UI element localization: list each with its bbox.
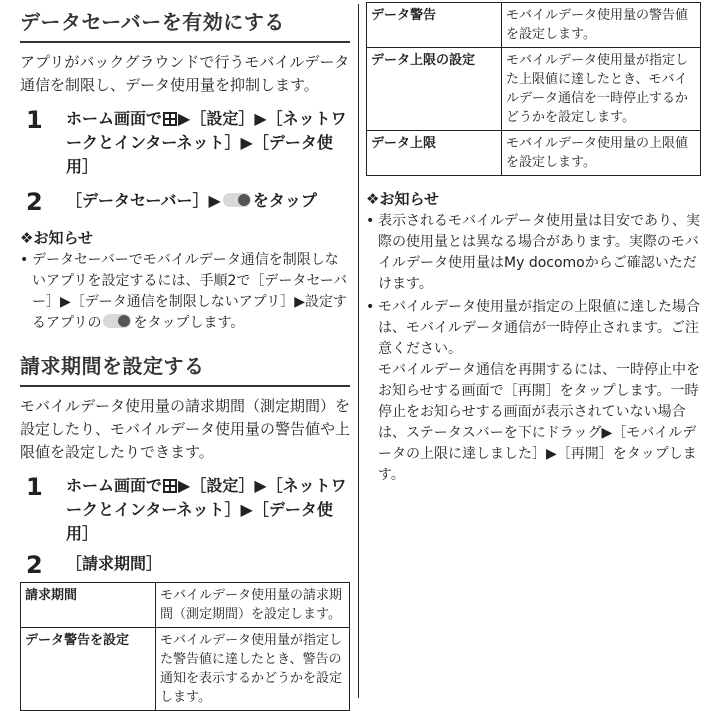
data-saver-step-2	[20, 189, 350, 215]
notice-heading: ❖お知らせ	[20, 229, 93, 247]
table-row	[21, 583, 350, 628]
option-value: モバイルデータ使用量が指定した上限値に達したとき、モバイルデータ通信を一時停止するかどうかを設定します。	[502, 48, 701, 131]
left-column	[20, 0, 350, 711]
step-text	[66, 107, 350, 179]
table-row	[367, 131, 701, 176]
column-divider	[358, 4, 359, 698]
notice-list	[20, 250, 350, 334]
step-text-pre: ホーム画面で	[66, 109, 163, 128]
billing-step-1	[20, 474, 350, 546]
option-value: モバイルデータ使用量の警告値を設定します。	[502, 3, 701, 48]
option-value: モバイルデータ使用量の上限値を設定します。	[502, 131, 701, 176]
option-key: データ警告を設定	[21, 628, 156, 711]
toggle-switch-icon	[103, 314, 131, 328]
section-title-data-saver: データセーバーを有効にする	[20, 0, 350, 43]
option-key: データ上限の設定	[367, 48, 502, 131]
notice-item	[20, 250, 350, 334]
app-grid-icon	[163, 112, 177, 126]
right-column	[366, 0, 701, 488]
step-text-pre: ホーム画面で	[66, 476, 163, 495]
billing-options-table	[20, 582, 350, 711]
billing-intro: モバイルデータ使用量の請求期間（測定期間）を設定したり、モバイルデータ使用量の警告値や上限値を設定したりできます。	[20, 397, 351, 461]
data-saver-intro: アプリがバックグラウンドで行うモバイルデータ通信を制限し、データ使用量を抑制します。	[20, 53, 350, 94]
notice-paragraph: モバイルデータ通信を再開するには、一時停止中をお知らせする画面で［再開］をタップします。一時停止をお知らせする画面が表示されていない場合は、ステータスバーを下にドラッグ▶［モバイルデータの上限に達しました］▶［再開］をタップします。	[378, 362, 700, 483]
step-text-pre: ［データセーバー］▶	[66, 191, 221, 210]
data-saver-step-1	[20, 107, 350, 179]
table-row	[367, 48, 701, 131]
app-grid-icon	[163, 479, 177, 493]
notice-item: • 表示されるモバイルデータ使用量は目安であり、実際の使用量とは異なる場合があります。実際のモバイルデータ使用量はMy docomoからご確認いただけます。	[366, 211, 701, 295]
table-row	[21, 628, 350, 711]
limit-options-table	[366, 2, 701, 176]
option-value: モバイルデータ使用量が指定した警告値に達したとき、警告の通知を表示するかどうかを設定します。	[156, 628, 350, 711]
option-value: モバイルデータ使用量の請求期間（測定期間）を設定します。	[156, 583, 350, 628]
step-text	[66, 189, 317, 213]
billing-step-2	[20, 552, 350, 578]
notice-text-pre: データセーバーでモバイルデータ通信を制限しないアプリを設定するには、手順2で［データセーバー］▶［データ通信を制限しないアプリ］▶設定するアプリの	[32, 252, 348, 331]
option-key: 請求期間	[21, 583, 156, 628]
notice-text-post: をタップします。	[133, 315, 245, 331]
option-key: データ警告	[367, 3, 502, 48]
step-number: 1	[26, 473, 43, 501]
step-number: 1	[26, 106, 43, 134]
step-text-post: をタップ	[252, 191, 317, 210]
step-text-post: ▶［設定］▶［ネットワークとインターネット］▶［データ使用］	[66, 109, 347, 176]
step-text	[66, 474, 350, 546]
step-text-post: ▶［設定］▶［ネットワークとインターネット］▶［データ使用］	[66, 476, 347, 543]
notice-item	[366, 297, 701, 486]
step-text: ［請求期間］	[66, 554, 163, 573]
toggle-switch-icon	[223, 193, 251, 207]
option-key: データ上限	[367, 131, 502, 176]
section-title-billing-period: 請求期間を設定する	[20, 344, 350, 387]
notice-heading: ❖お知らせ	[366, 190, 439, 208]
notice-list	[366, 211, 701, 486]
notice-paragraph: • モバイルデータ使用量が指定の上限値に達した場合は、モバイルデータ通信が一時停止されます。ご注意ください。	[378, 299, 700, 357]
table-row	[367, 3, 701, 48]
step-number: 2	[26, 551, 43, 579]
step-number: 2	[26, 188, 43, 216]
